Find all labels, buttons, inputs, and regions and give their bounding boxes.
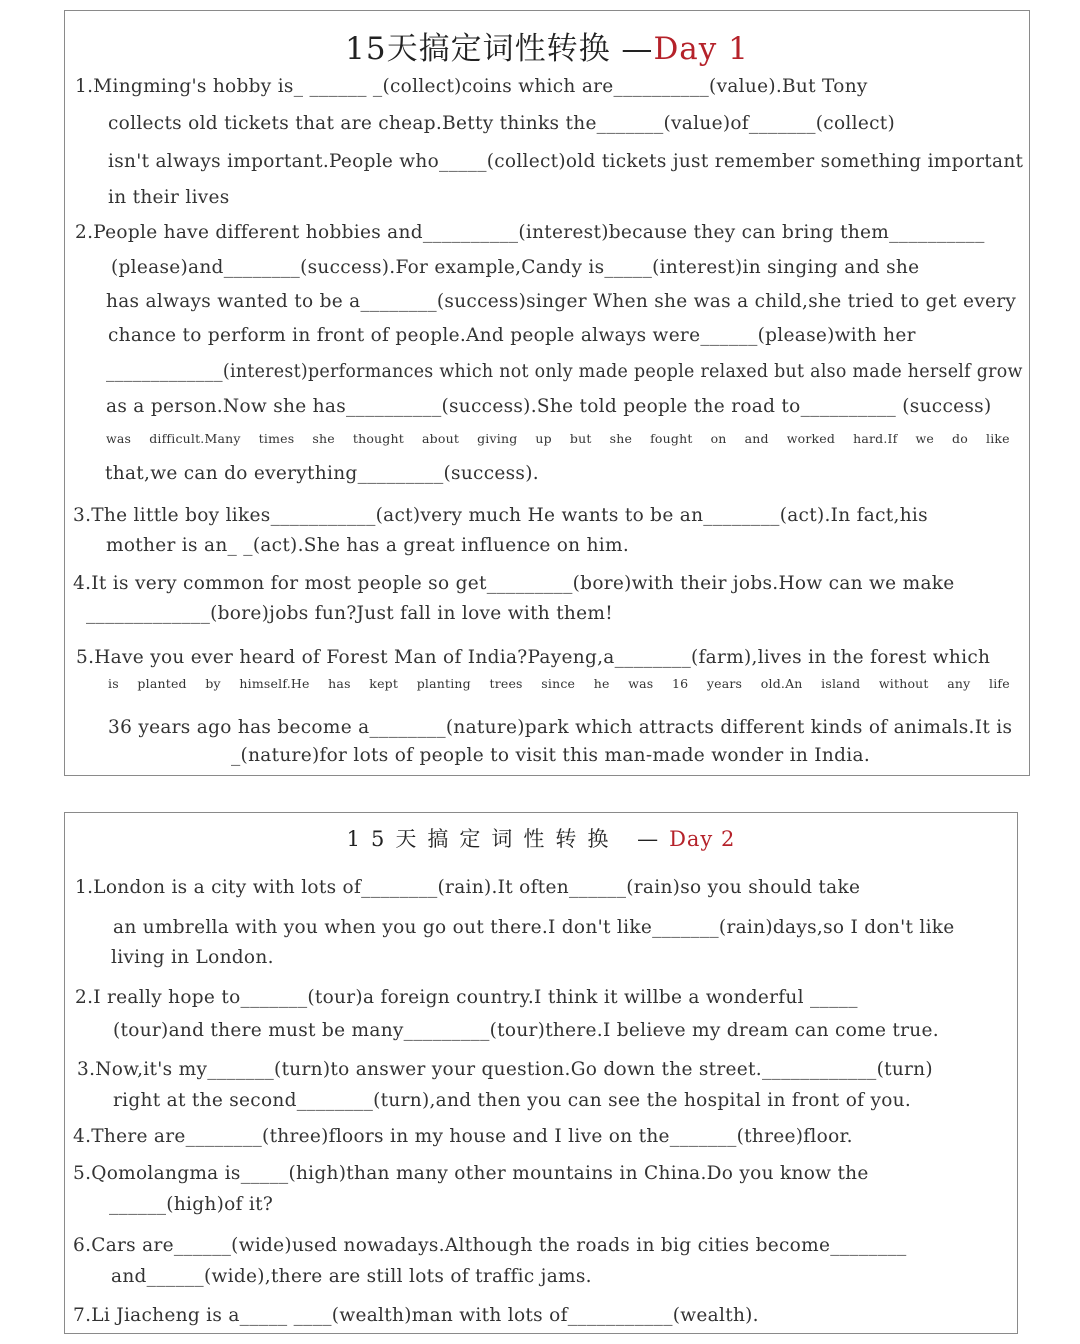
exercise-line: ______(high)of it? xyxy=(109,1194,274,1215)
worksheet-day-1 xyxy=(64,10,1030,776)
exercise-line: that,we can do everything_________(success). xyxy=(105,463,539,484)
title-dash: — xyxy=(610,31,654,67)
exercise-line: chance to perform in front of people.And people always were______(please)with her xyxy=(108,325,916,346)
exercise-line: 7.Li Jiacheng is a_____ ____(wealth)man with lots of___________(wealth). xyxy=(73,1305,759,1326)
worksheet-title xyxy=(65,823,1017,853)
exercise-line: 3.The little boy likes___________(act)very much He wants to be an________(act).In fact,his xyxy=(73,505,928,526)
exercise-line: 2.People have different hobbies and__________(interest)because they can bring them__________ xyxy=(75,222,985,243)
exercise-line: an umbrella with you when you go out there.I don't like_______(rain)days,so I don't like xyxy=(113,917,955,938)
exercise-line-small: was difficult.Many times she thought about giving up but she fought on and worked hard.If we do like xyxy=(106,431,1010,446)
exercise-line: 4.There are________(three)floors in my house and I live on the_______(three)floor. xyxy=(73,1126,853,1147)
exercise-line: and______(wide),there are still lots of traffic jams. xyxy=(111,1266,592,1287)
exercise-line: has always wanted to be a________(success)singer When she was a child,she tried to get every xyxy=(106,291,1017,312)
exercise-line: 3.Now,it's my_______(turn)to answer your question.Go down the street.____________(turn) xyxy=(77,1059,933,1080)
title-text: 15天搞定词性转换 xyxy=(345,31,611,67)
exercise-line: isn't always important.People who_____(collect)old tickets just remember something important xyxy=(108,151,1024,172)
exercise-line: _____________(bore)jobs fun?Just fall in love with them! xyxy=(86,603,613,624)
exercise-line-small: is planted by himself.He has kept planting trees since he was 16 years old.An island without any life xyxy=(108,676,1010,691)
exercise-line: right at the second________(turn),and then you can see the hospital in front of you. xyxy=(113,1090,912,1111)
exercise-line: living in London. xyxy=(111,947,274,968)
exercise-line: 1.Mingming's hobby is_ ______ _(collect)coins which are__________(value).But Tony xyxy=(75,76,868,97)
exercise-line: mother is an_ _(act).She has a great influence on him. xyxy=(106,535,630,556)
exercise-line: (tour)and there must be many_________(tour)there.I believe my dream can come true. xyxy=(113,1020,939,1041)
exercise-line: 1.London is a city with lots of________(rain).It often______(rain)so you should take xyxy=(75,877,861,898)
title-dash: — xyxy=(619,827,670,851)
exercise-line: 36 years ago has become a________(nature)park which attracts different kinds of animals.It is xyxy=(108,717,1013,738)
exercise-line: _(nature)for lots of people to visit this man-made wonder in India. xyxy=(231,745,871,766)
exercise-line: collects old tickets that are cheap.Betty thinks the_______(value)of_______(collect) xyxy=(108,113,895,134)
exercise-line: 5.Qomolangma is_____(high)than many other mountains in China.Do you know the xyxy=(73,1163,869,1184)
exercise-line: (please)and________(success).For example,Candy is_____(interest)in singing and she xyxy=(111,257,920,278)
exercise-line: in their lives xyxy=(108,187,230,208)
exercise-line: 5.Have you ever heard of Forest Man of India?Payeng,a________(farm),lives in the forest which xyxy=(76,647,991,668)
worksheet-day-2 xyxy=(64,812,1018,1334)
exercise-line: as a person.Now she has__________(success).She told people the road to__________ (success) xyxy=(106,396,992,417)
exercise-line: _____________(interest)performances which not only made people relaxed but also made herself grow xyxy=(106,361,1023,382)
exercise-line: 4.It is very common for most people so get_________(bore)with their jobs.How can we make xyxy=(73,573,955,594)
title-text: 15天搞定词性转换 xyxy=(346,827,620,851)
title-day-label: Day 2 xyxy=(669,827,736,851)
title-day-label: Day 1 xyxy=(653,31,749,67)
exercise-line: 6.Cars are______(wide)used nowadays.Although the roads in big cities become________ xyxy=(73,1235,907,1256)
worksheet-title xyxy=(65,23,1029,68)
exercise-line: 2.I really hope to_______(tour)a foreign country.I think it willbe a wonderful _____ xyxy=(75,987,858,1008)
